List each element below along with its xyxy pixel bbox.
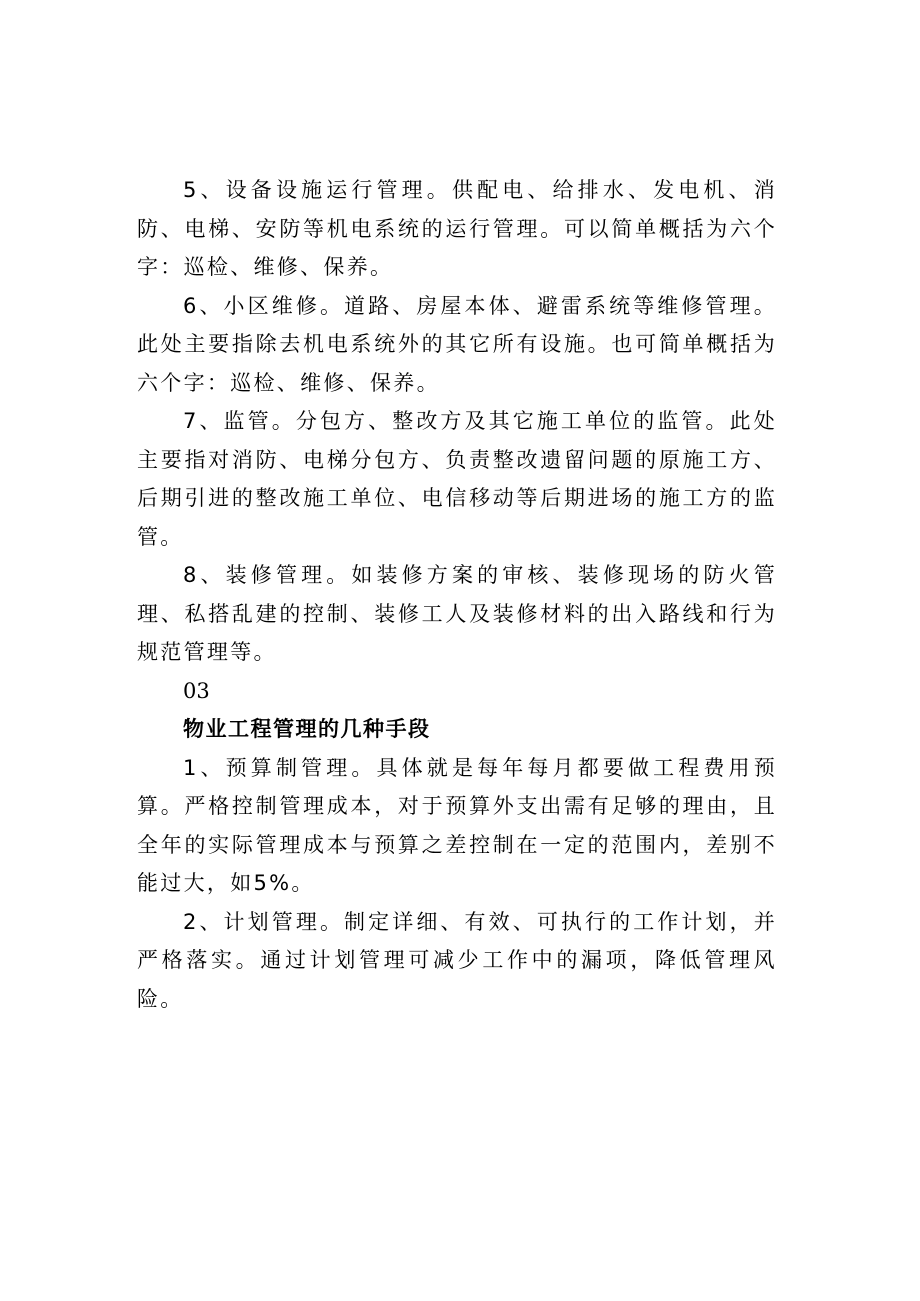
section-heading: 物业工程管理的几种手段 — [183, 717, 431, 741]
paragraph-community-maintenance: 6、小区维修。道路、房屋本体、避雷系统等维修管理。此处主要指除去机电系统外的其它所有设施。也可简单概括为六个字：巡检、维修、保养。 — [137, 293, 777, 395]
document-body — [137, 171, 777, 1018]
paragraph-supervision: 7、监管。分包方、整改方及其它施工单位的监管。此处主要指对消防、电梯分包方、负责整改遗留问题的原施工方、后期引进的整改施工单位、电信移动等后期进场的施工方的监管。 — [137, 409, 777, 549]
paragraph-plan-management: 2、计划管理。制定详细、有效、可执行的工作计划，并严格落实。通过计划管理可减少工作中的漏项，降低管理风险。 — [137, 909, 777, 1011]
paragraph-budget-management: 1、预算制管理。具体就是每年每月都要做工程费用预算。严格控制管理成本，对于预算外支出需有足够的理由，且全年的实际管理成本与预算之差控制在一定的范围内，差别不能过大，如5%。 — [137, 755, 777, 895]
section-number: 03 — [183, 678, 210, 703]
paragraph-decoration-management: 8、装修管理。如装修方案的审核、装修现场的防火管理、私搭乱建的控制、装修工人及装修材料的出入路线和行为规范管理等。 — [137, 563, 777, 664]
paragraph-equipment-operation: 5、设备设施运行管理。供配电、给排水、发电机、消防、电梯、安防等机电系统的运行管理。可以简单概括为六个字：巡检、维修、保养。 — [137, 178, 777, 279]
